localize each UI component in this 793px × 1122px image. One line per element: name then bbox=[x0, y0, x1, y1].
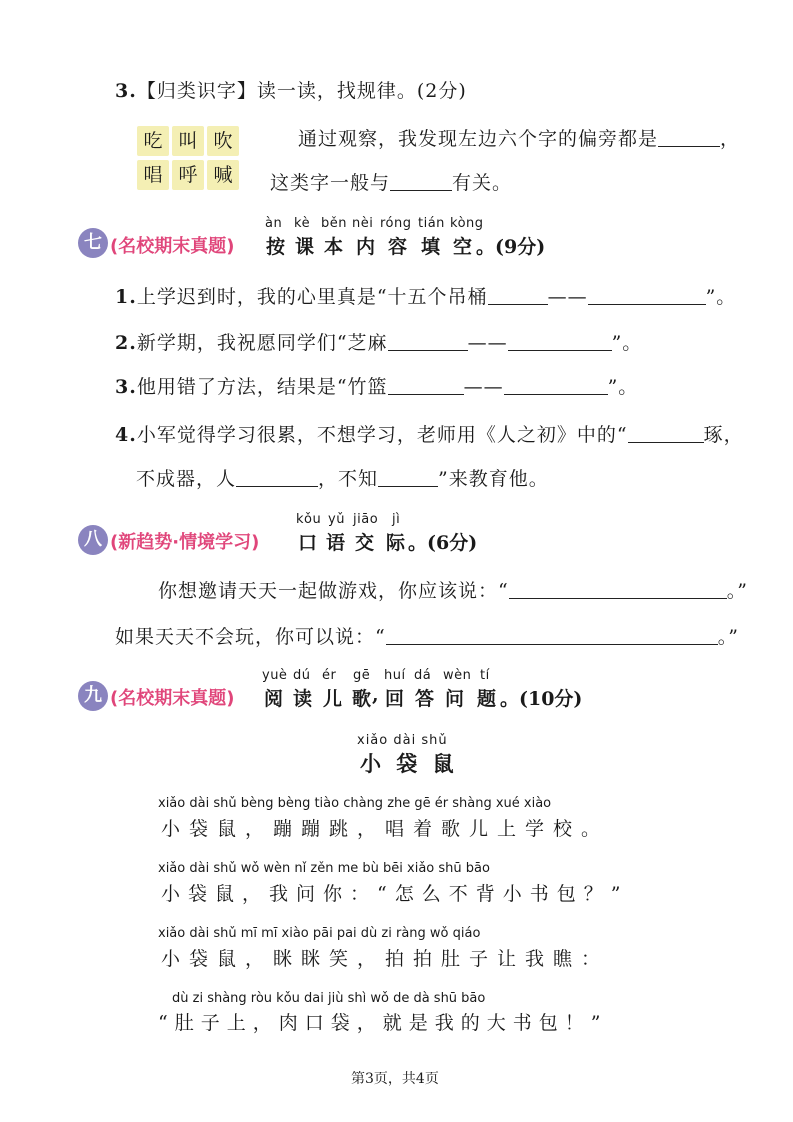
dash: —— bbox=[547, 286, 588, 308]
s7-item4-blank-b[interactable] bbox=[236, 468, 318, 487]
s7-item4-blank-a[interactable] bbox=[628, 424, 704, 443]
s7-item3-blank-b[interactable] bbox=[504, 376, 608, 395]
item-text: 琢， bbox=[703, 424, 744, 446]
title-char: 语 bbox=[326, 532, 346, 554]
poem-line-1-pinyin: xiǎo dài shǔ bèng bèng tiào chàng zhe gē ér shàng xué xiào bbox=[158, 796, 552, 811]
poem-line-1: 小袋鼠，蹦蹦跳，唱着歌儿上学校。 bbox=[161, 818, 610, 840]
item-end: ”。 bbox=[611, 332, 643, 354]
item-number: 4. bbox=[115, 424, 137, 446]
item-text: 上学迟到时，我的心里真是“十五个吊桶 bbox=[136, 286, 488, 308]
title-pinyin: kòng bbox=[450, 216, 484, 231]
title-char: 歌 bbox=[352, 688, 372, 710]
title-pinyin: kè bbox=[294, 216, 311, 231]
s8-blank-1[interactable] bbox=[509, 580, 727, 599]
poem-title: 小 袋 鼠 bbox=[360, 751, 458, 776]
title-pinyin: jì bbox=[392, 512, 401, 527]
title-char: 答 bbox=[415, 688, 435, 710]
s8-blank-2[interactable] bbox=[386, 626, 718, 645]
s8-end: 。” bbox=[726, 580, 748, 602]
s7-item1-blank-a[interactable] bbox=[488, 286, 548, 305]
char-box-3: 吹 bbox=[207, 126, 239, 156]
q3-line2-end: 有关。 bbox=[452, 172, 513, 194]
s7-item3-blank-a[interactable] bbox=[388, 376, 464, 395]
item-number: 1. bbox=[115, 286, 137, 308]
q3-line1-end: ， bbox=[720, 128, 741, 150]
dash: —— bbox=[467, 332, 508, 354]
title-char: 容 bbox=[388, 236, 408, 258]
title-char: 空 bbox=[453, 236, 473, 258]
title-char: 问 bbox=[445, 688, 465, 710]
title-pinyin: gē bbox=[353, 668, 371, 683]
poem-line-2: 小袋鼠，我问你：“怎么不背小书包？” bbox=[161, 883, 629, 905]
title-pinyin: jiāo bbox=[353, 512, 379, 527]
q3-blank-1[interactable] bbox=[658, 128, 720, 147]
s7-item-2 bbox=[115, 328, 642, 355]
title-char: , bbox=[372, 684, 379, 706]
title-pinyin: wèn bbox=[443, 668, 472, 683]
item-text: 不成器，人 bbox=[136, 468, 237, 490]
poem-line-4: “肚子上，肉口袋，就是我的大书包！” bbox=[158, 1012, 608, 1034]
s7-item2-blank-a[interactable] bbox=[388, 332, 468, 351]
title-char: 口 bbox=[298, 532, 318, 554]
title-char: 题 bbox=[477, 688, 497, 710]
item-text: 新学期，我祝愿同学们“芝麻 bbox=[136, 332, 388, 354]
s7-item4-blank-c[interactable] bbox=[378, 468, 438, 487]
title-char: 课 bbox=[295, 236, 315, 258]
title-char: 回 bbox=[385, 688, 405, 710]
section-8-number: 八 bbox=[78, 525, 108, 555]
title-char: 内 bbox=[356, 236, 376, 258]
s7-item-4-line1 bbox=[115, 420, 744, 447]
s7-item-4-line2 bbox=[136, 464, 549, 491]
title-char: 填 bbox=[421, 236, 441, 258]
item-text: 他用错了方法，结果是“竹篮 bbox=[136, 376, 388, 398]
section-8-score: 。(6分) bbox=[408, 532, 478, 554]
s8-text: 如果天天不会玩，你可以说：“ bbox=[115, 626, 386, 648]
item-number: 2. bbox=[115, 332, 137, 354]
title-pinyin: yuè bbox=[262, 668, 288, 683]
title-char: 儿 bbox=[323, 688, 343, 710]
s7-item1-blank-b[interactable] bbox=[588, 286, 706, 305]
title-char: 交 bbox=[355, 532, 375, 554]
q3-line2 bbox=[270, 168, 512, 195]
s7-item2-blank-b[interactable] bbox=[508, 332, 612, 351]
title-pinyin: dá bbox=[414, 668, 432, 683]
char-box-1: 吃 bbox=[137, 126, 169, 156]
q3-line2-text: 这类字一般与 bbox=[270, 172, 391, 194]
s7-item-3 bbox=[115, 372, 638, 399]
title-char: 际 bbox=[386, 532, 406, 554]
section-7-number: 七 bbox=[78, 228, 108, 258]
title-pinyin: dú bbox=[293, 668, 311, 683]
poem-line-4-pinyin: dù zi shàng ròu kǒu dai jiù shì wǒ de dà shū bāo bbox=[172, 991, 486, 1006]
item-end: ”。 bbox=[705, 286, 737, 308]
s8-line2 bbox=[115, 622, 739, 649]
title-pinyin: kǒu bbox=[296, 512, 322, 527]
title-pinyin: běn bbox=[321, 216, 347, 231]
poem-line-3-pinyin: xiǎo dài shǔ mī mī xiào pāi pai dù zi ràng wǒ qiáo bbox=[158, 926, 481, 941]
s8-line1 bbox=[158, 576, 748, 603]
q3-number: 3. bbox=[115, 80, 137, 102]
title-pinyin: ér bbox=[322, 668, 337, 683]
q3-heading bbox=[115, 76, 467, 103]
item-text: ，不知 bbox=[318, 468, 379, 490]
s8-text: 你想邀请天天一起做游戏，你应该说：“ bbox=[158, 580, 509, 602]
page-footer: 第3页，共4页 bbox=[351, 1071, 439, 1087]
title-char: 按 bbox=[266, 236, 286, 258]
title-pinyin: nèi bbox=[352, 216, 374, 231]
title-pinyin: róng bbox=[380, 216, 412, 231]
dash: —— bbox=[463, 376, 504, 398]
title-char: 本 bbox=[324, 236, 344, 258]
title-pinyin: àn bbox=[265, 216, 283, 231]
section-9-number: 九 bbox=[78, 681, 108, 711]
q3-title: 【归类识字】读一读，找规律。(2分) bbox=[136, 80, 467, 102]
title-pinyin: tí bbox=[480, 668, 490, 683]
char-box-4: 唱 bbox=[137, 160, 169, 190]
char-box-6: 喊 bbox=[207, 160, 239, 190]
char-box-5: 呼 bbox=[172, 160, 204, 190]
s7-item-1 bbox=[115, 282, 736, 309]
title-char: 读 bbox=[293, 688, 313, 710]
section-9-tag: (名校期末真题) bbox=[110, 688, 235, 709]
title-pinyin: tián bbox=[418, 216, 445, 231]
poem-line-2-pinyin: xiǎo dài shǔ wǒ wèn nǐ zěn me bù bēi xiǎo shū bāo bbox=[158, 861, 490, 876]
q3-line1 bbox=[298, 124, 740, 151]
poem-title-pinyin: xiǎo dài shǔ bbox=[357, 733, 448, 748]
q3-line1-text: 通过观察，我发现左边六个字的偏旁都是 bbox=[298, 128, 659, 150]
item-number: 3. bbox=[115, 376, 137, 398]
s8-end: 。” bbox=[717, 626, 739, 648]
section-7-score: 。(9分) bbox=[476, 236, 546, 258]
item-text: 小军觉得学习很累，不想学习，老师用《人之初》中的“ bbox=[136, 424, 628, 446]
q3-blank-2[interactable] bbox=[390, 172, 452, 191]
char-box-2: 叫 bbox=[172, 126, 204, 156]
title-char: 阅 bbox=[264, 688, 284, 710]
item-end: ”。 bbox=[607, 376, 639, 398]
title-pinyin: huí bbox=[384, 668, 406, 683]
item-text: ”来教育他。 bbox=[438, 468, 549, 490]
section-7-tag: (名校期末真题) bbox=[110, 236, 235, 257]
section-9-score: 。(10分) bbox=[500, 688, 583, 710]
section-8-tag: (新趋势·情境学习) bbox=[110, 532, 260, 553]
title-pinyin: yǔ bbox=[328, 512, 345, 527]
poem-line-3: 小袋鼠，眯眯笑，拍拍肚子让我瞧： bbox=[161, 948, 610, 970]
